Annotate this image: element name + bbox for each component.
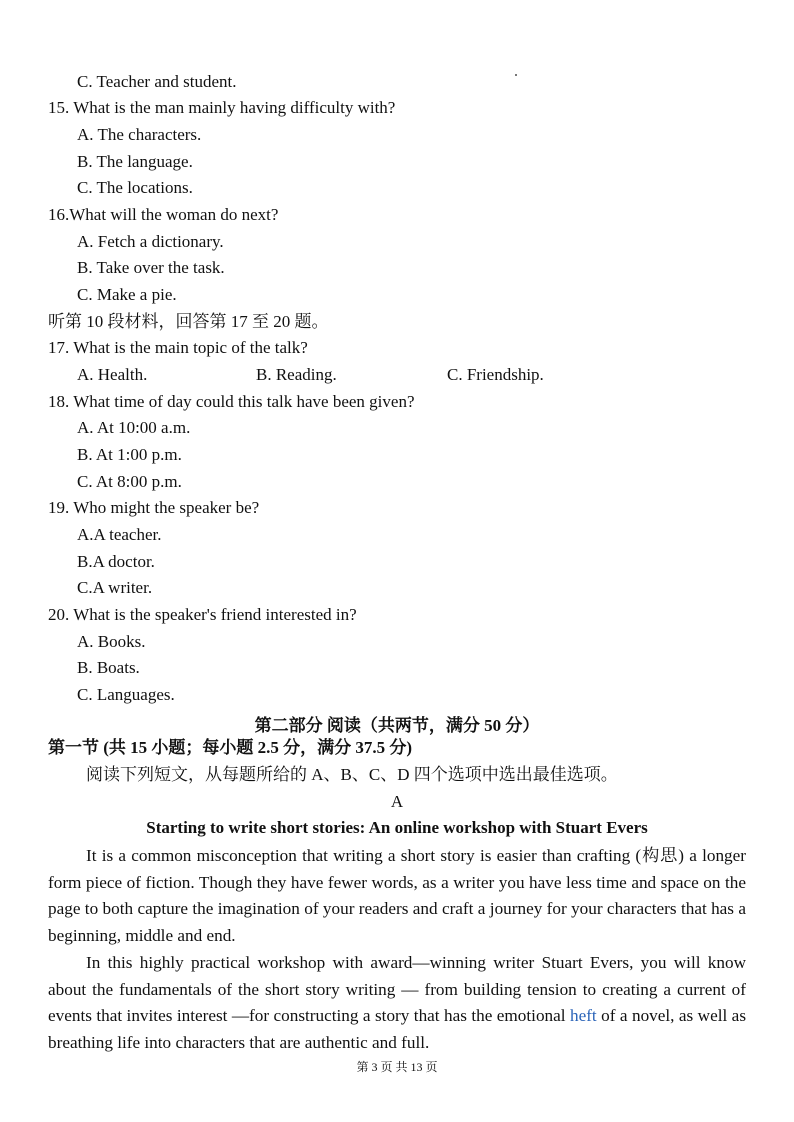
q16-option-c: C. Make a pie.: [77, 285, 177, 304]
q19-option-a: A.A teacher.: [77, 525, 162, 544]
q17-option-a: A. Health.: [77, 365, 148, 384]
part2-title: 第二部分 阅读（共两节，满分 50 分）: [254, 716, 540, 735]
q19-stem: 19. Who might the speaker be?: [48, 498, 260, 517]
q20-option-b: B. Boats.: [77, 658, 140, 677]
q18-option-a: A. At 10:00 a.m.: [77, 418, 191, 437]
highlighted-word-heft: heft: [569, 1006, 597, 1026]
page-footer: 第 3 页 共 13 页: [356, 1060, 438, 1074]
q20-option-c: C. Languages.: [77, 685, 175, 704]
reading-instruction: 阅读下列短文，从每题所给的 A、B、C、D 四个选项中选出最佳选项。: [86, 765, 618, 784]
passage-letter: A: [390, 792, 404, 811]
section1-heading: 第一节 (共 15 小题；每小题 2.5 分，满分 37.5 分): [48, 738, 413, 757]
q15-stem: 15. What is the man mainly having difficulty with?: [48, 98, 396, 117]
passage-paragraph-2: [48, 950, 746, 1056]
q19-option-c: C.A writer.: [77, 578, 153, 597]
q15-option-c: C. The locations.: [77, 178, 193, 197]
q16-option-a: A. Fetch a dictionary.: [77, 232, 224, 251]
q17-option-b: B. Reading.: [256, 365, 337, 384]
q16-stem: 16.What will the woman do next?: [48, 205, 279, 224]
paragraph-1-text: It is a common misconception that writing a short story is easier than crafting (构思) a longer form piece of fiction. Though they have fewer words, as a writer you have less time and space on the page to both capture the imagination of your readers and craft a journey for your characters that has a beginning, middle and end.: [48, 846, 746, 945]
q15-option-b: B. The language.: [77, 152, 193, 171]
q17-option-c: C. Friendship.: [447, 365, 544, 384]
q18-stem: 18. What time of day could this talk have been given?: [48, 392, 415, 411]
q20-stem: 20. What is the speaker's friend interested in?: [48, 605, 357, 624]
passage-title: Starting to write short stories: An online workshop with Stuart Evers: [146, 818, 648, 837]
q15-option-a: A. The characters.: [77, 125, 202, 144]
q14-option-c: C. Teacher and student.: [77, 72, 237, 91]
q19-option-b: B.A doctor.: [77, 552, 155, 571]
q18-option-b: B. At 1:00 p.m.: [77, 445, 182, 464]
q17-stem: 17. What is the main topic of the talk?: [48, 338, 308, 357]
passage-paragraph-1: [48, 843, 746, 949]
q16-option-b: B. Take over the task.: [77, 258, 225, 277]
scan-speck: [515, 74, 517, 76]
paragraph-2-text-end: of a novel, as well as breathing life into characters that are authentic and full.: [48, 1006, 747, 1052]
paragraph-2-text-start: In this highly practical workshop with award—winning writer Stuart Evers, you will know about the fundamentals of the short story writing — from building tension to creating a current of events that invites interest —for constructing a story that has the emotional: [48, 953, 746, 1026]
q20-option-a: A. Books.: [77, 632, 146, 651]
section-10-heading: 听第 10 段材料，回答第 17 至 20 题。: [48, 312, 329, 331]
q18-option-c: C. At 8:00 p.m.: [77, 472, 182, 491]
